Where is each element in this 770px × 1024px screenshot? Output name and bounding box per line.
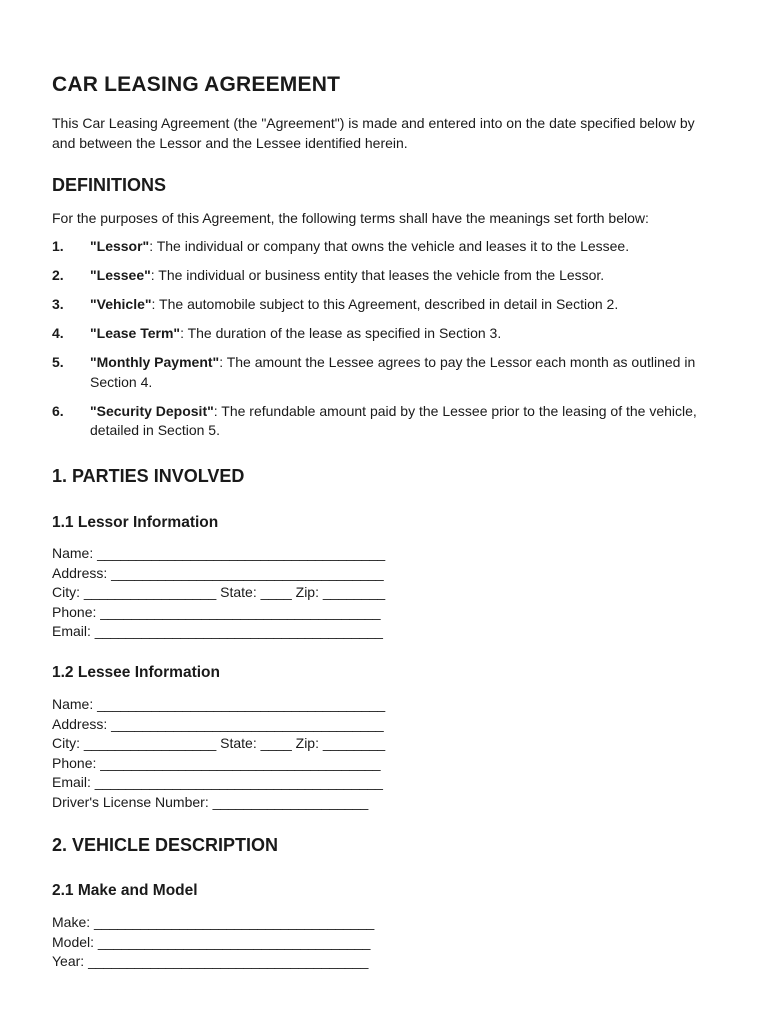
term: "Vehicle" [90,296,152,312]
make-field[interactable]: Make: ____________________________________ [52,914,375,930]
list-item [52,295,722,315]
list-item [52,402,722,441]
item-number: 5. [52,354,64,370]
parties-heading: 1. PARTIES INVOLVED [52,466,245,486]
model-field[interactable]: Model: ___________________________________ [52,933,371,950]
term-definition: : The individual or business entity that leases the vehicle from the Lessor. [150,267,605,283]
item-number: 4. [52,325,64,341]
lessor-fields [52,544,385,642]
definitions-heading: DEFINITIONS [52,175,167,195]
make-model-heading: 2.1 Make and Model [52,882,198,899]
term-definition: : The automobile subject to this Agreement, described in detail in Section 2. [151,296,619,312]
name-field[interactable]: Name: _____________________________________ [52,545,386,561]
lessee-fields [52,695,385,812]
phone-field[interactable]: Phone: ____________________________________ [52,603,381,620]
list-item [52,353,722,392]
term: "Lessor" [90,238,150,254]
term-definition: : The individual or company that owns the vehicle and leases it to the Lessee. [149,238,630,254]
term-definition: : The refundable amount paid by the Lessee prior to the leasing of the vehicle, detailed in Section 5. [90,402,697,438]
item-number: 1. [52,238,64,254]
item-text [90,237,629,257]
definitions-lead: For the purposes of this Agreement, the following terms shall have the meanings set forth below: [52,210,649,226]
city-state-zip-field[interactable]: City: _________________ State: ____ Zip: ________ [52,735,386,751]
drivers-license-field[interactable]: Driver's License Number: ____________________ [52,793,369,810]
name-field[interactable]: Name: _____________________________________ [52,696,386,712]
city-state-zip-field[interactable]: City: _________________ State: ____ Zip: ________ [52,584,386,600]
phone-field[interactable]: Phone: ____________________________________ [52,754,381,771]
item-number: 3. [52,296,64,312]
term: "Security Deposit" [90,402,214,419]
term: "Monthly Payment" [90,354,220,370]
address-field[interactable]: Address: ___________________________________ [52,715,384,732]
item-text [90,266,604,286]
intro-paragraph: This Car Leasing Agreement (the "Agreement") is made and entered into on the date specified below by and between the Lessor and the Lessee identified herein. [52,115,695,151]
item-text [90,402,722,441]
term-definition: : The duration of the lease as specified in Section 3. [180,325,502,341]
vehicle-heading: 2. VEHICLE DESCRIPTION [52,835,279,855]
email-field[interactable]: Email: _____________________________________ [52,623,383,639]
term-definition: : The amount the Lessee agrees to pay the Lessor each month as outlined in Section 4. [90,354,696,390]
year-field[interactable]: Year: ____________________________________ [52,953,369,969]
item-number: 2. [52,267,64,283]
address-field[interactable]: Address: ___________________________________ [52,564,384,581]
term: "Lessee" [90,267,151,283]
item-text [90,353,722,392]
document-title: CAR LEASING AGREEMENT [52,73,341,96]
item-text [90,295,618,315]
item-text [90,324,501,344]
list-item [52,237,722,257]
vehicle-fields [52,913,374,972]
lessee-info-heading: 1.2 Lessee Information [52,664,220,681]
email-field[interactable]: Email: _____________________________________ [52,774,383,790]
lessor-info-heading: 1.1 Lessor Information [52,514,219,531]
list-item [52,266,722,286]
list-item [52,324,722,344]
item-number: 6. [52,402,64,419]
definitions-list [52,237,722,450]
term: "Lease Term" [90,325,181,341]
